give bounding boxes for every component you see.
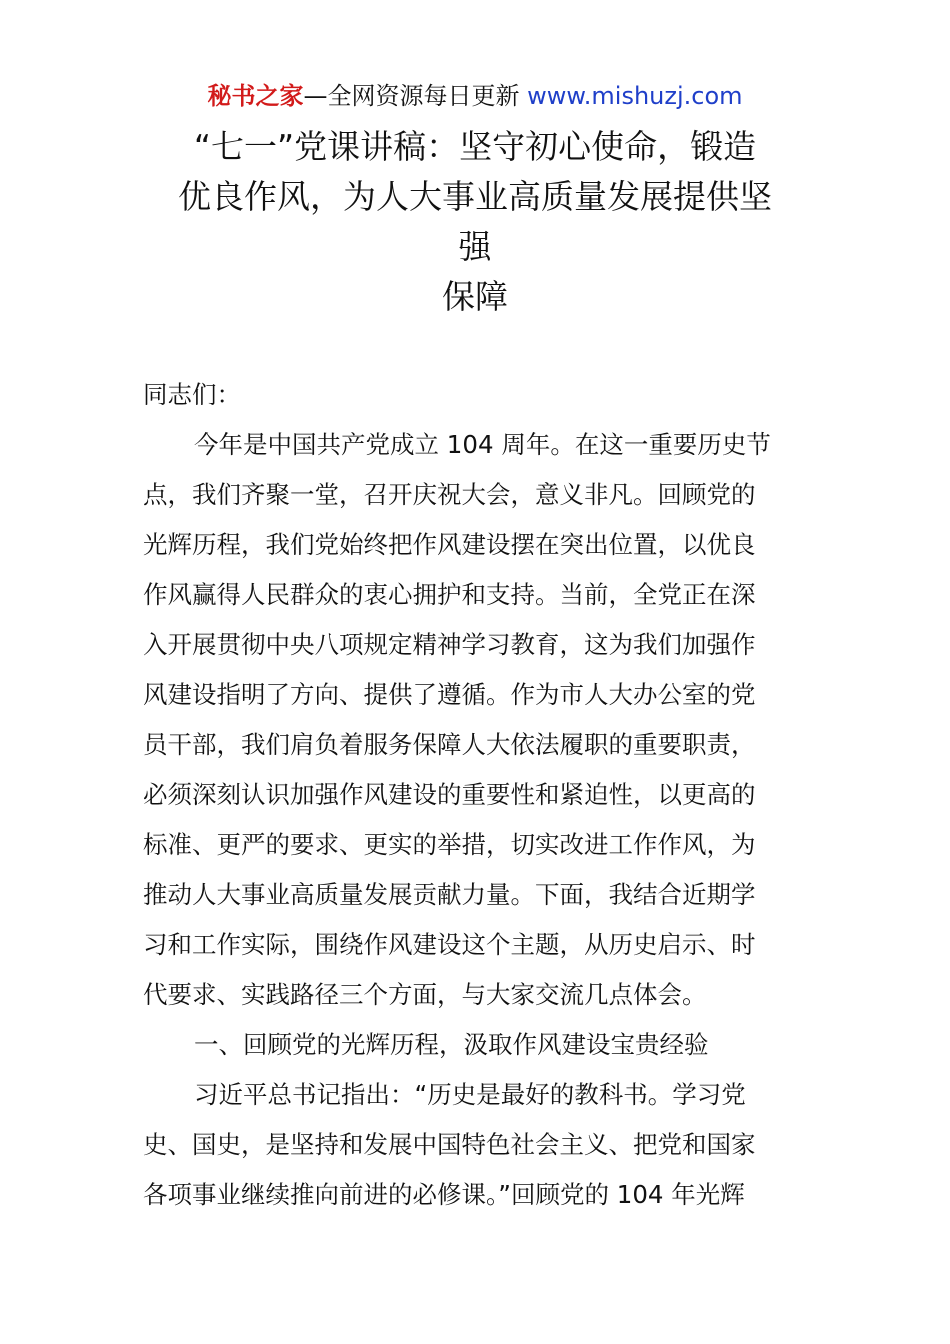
body-line: 点，我们齐聚一堂，召开庆祝大会，意义非凡。回顾党的 xyxy=(143,480,756,509)
body-line: 今年是中国共产党成立 104 周年。在这一重要历史节 xyxy=(194,430,771,459)
title-line: 优良作风，为人大事业高质量发展提供坚 xyxy=(178,177,772,216)
site-url-link[interactable]: www.mishuzj.com xyxy=(527,82,743,110)
body-line: 入开展贯彻中央八项规定精神学习教育，这为我们加强作 xyxy=(143,630,756,659)
site-tagline: —全网资源每日更新 xyxy=(303,82,520,110)
document-title xyxy=(140,122,810,322)
body-line: 风建设指明了方向、提供了遵循。作为市人大办公室的党 xyxy=(143,680,756,709)
site-brand: 秘书之家 xyxy=(207,82,304,110)
section-heading: 一、回顾党的光辉历程，汲取作风建设宝贵经验 xyxy=(194,1030,709,1059)
body-line: 作风赢得人民群众的衷心拥护和支持。当前，全党正在深 xyxy=(143,580,756,609)
body-line: 必须深刻认识加强作风建设的重要性和紧迫性，以更高的 xyxy=(143,780,756,809)
body-line: 习和工作实际，围绕作风建设这个主题，从历史启示、时 xyxy=(143,930,756,959)
body-line: 史、国史，是坚持和发展中国特色社会主义、把党和国家 xyxy=(143,1130,756,1159)
body-line: 各项事业继续推向前进的必修课。”回顾党的 104 年光辉 xyxy=(143,1180,745,1209)
body-line: 标准、更严的要求、更实的举措，切实改进工作作风，为 xyxy=(143,830,756,859)
salutation: 同志们： xyxy=(143,380,241,409)
body-line: 光辉历程，我们党始终把作风建设摆在突出位置，以优良 xyxy=(143,530,756,559)
body-line: 推动人大事业高质量发展贡献力量。下面，我结合近期学 xyxy=(143,880,756,909)
title-line: “七一”党课讲稿：坚守初心使命，锻造 xyxy=(193,127,757,166)
body-line: 习近平总书记指出：“历史是最好的教科书。学习党 xyxy=(194,1080,746,1109)
title-line: 保障 xyxy=(442,277,508,316)
body-line: 员干部，我们肩负着服务保障人大依法履职的重要职责， xyxy=(143,730,756,759)
body-line: 代要求、实践路径三个方面，与大家交流几点体会。 xyxy=(143,980,707,1009)
site-header xyxy=(0,80,950,112)
document-body xyxy=(143,370,807,1220)
title-line: 强 xyxy=(458,227,492,266)
